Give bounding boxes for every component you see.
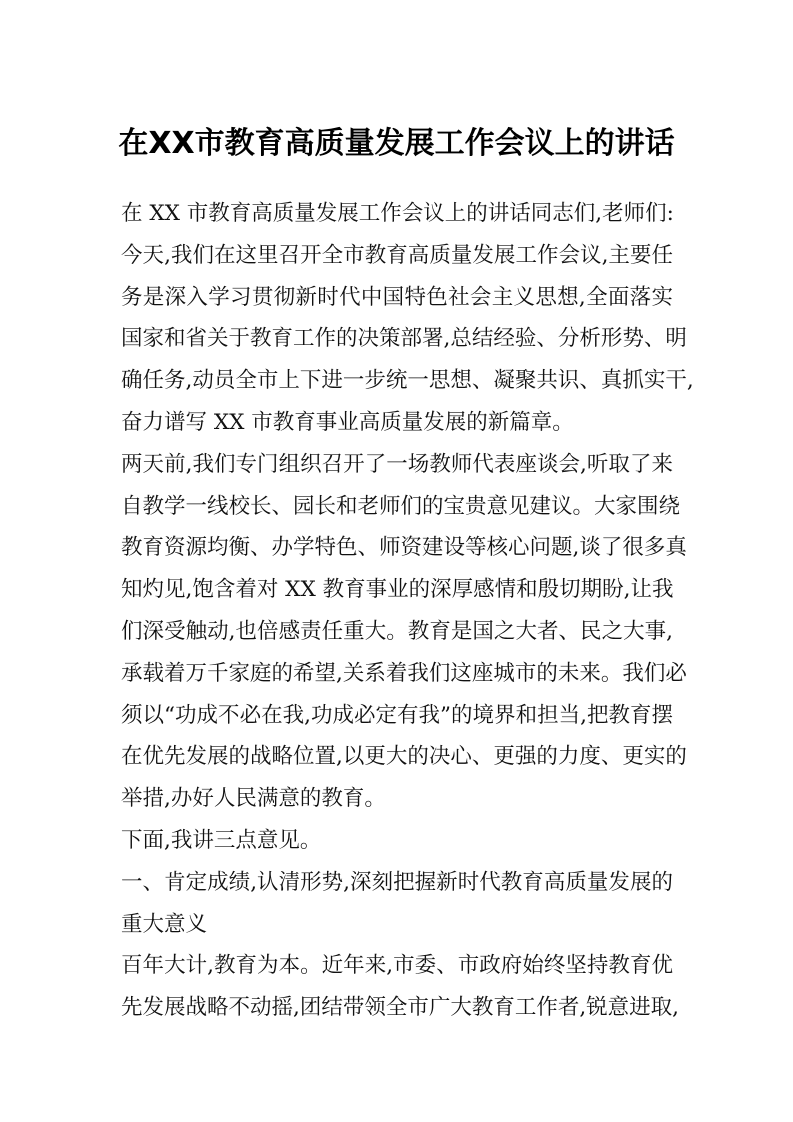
body-line: 确任务,动员全市上下进一步统一思想、凝聚共识、真抓实干, — [121, 368, 694, 394]
body-line: 两天前,我们专门组织召开了一场教师代表座谈会,听取了来 — [121, 451, 673, 477]
body-line: 知灼见,饱含着对 XX 教育事业的深厚感情和殷切期盼,让我 — [121, 577, 674, 603]
section-heading-line: 重大意义 — [121, 911, 208, 937]
document-title: 在XX市教育高质量发展工作会议上的讲话 — [118, 126, 675, 161]
body-line: 自教学一线校长、园长和老师们的宝贵意见建议。大家围绕 — [121, 493, 681, 519]
body-line: 奋力谱写 XX 市教育事业高质量发展的新篇章。 — [121, 409, 574, 435]
body-line: 国家和省关于教育工作的决策部署,总结经验、分析形势、明 — [121, 326, 687, 352]
body-line: 下面,我讲三点意见。 — [121, 827, 322, 853]
body-line: 务是深入学习贯彻新时代中国特色社会主义思想,全面落实 — [121, 284, 673, 310]
body-line: 百年大计,教育为本。近年来,市委、市政府始终坚持教育优 — [121, 953, 673, 979]
body-line: 承载着万千家庭的希望,关系着我们这座城市的未来。我们必 — [121, 660, 687, 686]
body-line: 们深受触动,也倍感责任重大。教育是国之大者、民之大事, — [121, 618, 673, 644]
body-line: 教育资源均衡、办学特色、师资建设等核心问题,谈了很多真 — [121, 535, 687, 561]
document-body — [121, 193, 694, 1029]
body-line: 先发展战略不动摇,团结带领全市广大教育工作者,锐意进取, — [121, 995, 680, 1021]
body-line: 在 XX 市教育高质量发展工作会议上的讲话同志们,老师们: — [121, 201, 674, 226]
body-line: 在优先发展的战略位置,以更大的决心、更强的力度、更实的 — [121, 744, 687, 770]
section-heading-line: 一、肯定成绩,认清形势,深刻把握新时代教育高质量发展的 — [121, 869, 673, 895]
body-line: 须以“功成不必在我,功成必定有我”的境界和担当,把教育摆 — [121, 702, 673, 728]
body-line: 今天,我们在这里召开全市教育高质量发展工作会议,主要任 — [121, 242, 673, 268]
body-line: 举措,办好人民满意的教育。 — [121, 786, 386, 812]
